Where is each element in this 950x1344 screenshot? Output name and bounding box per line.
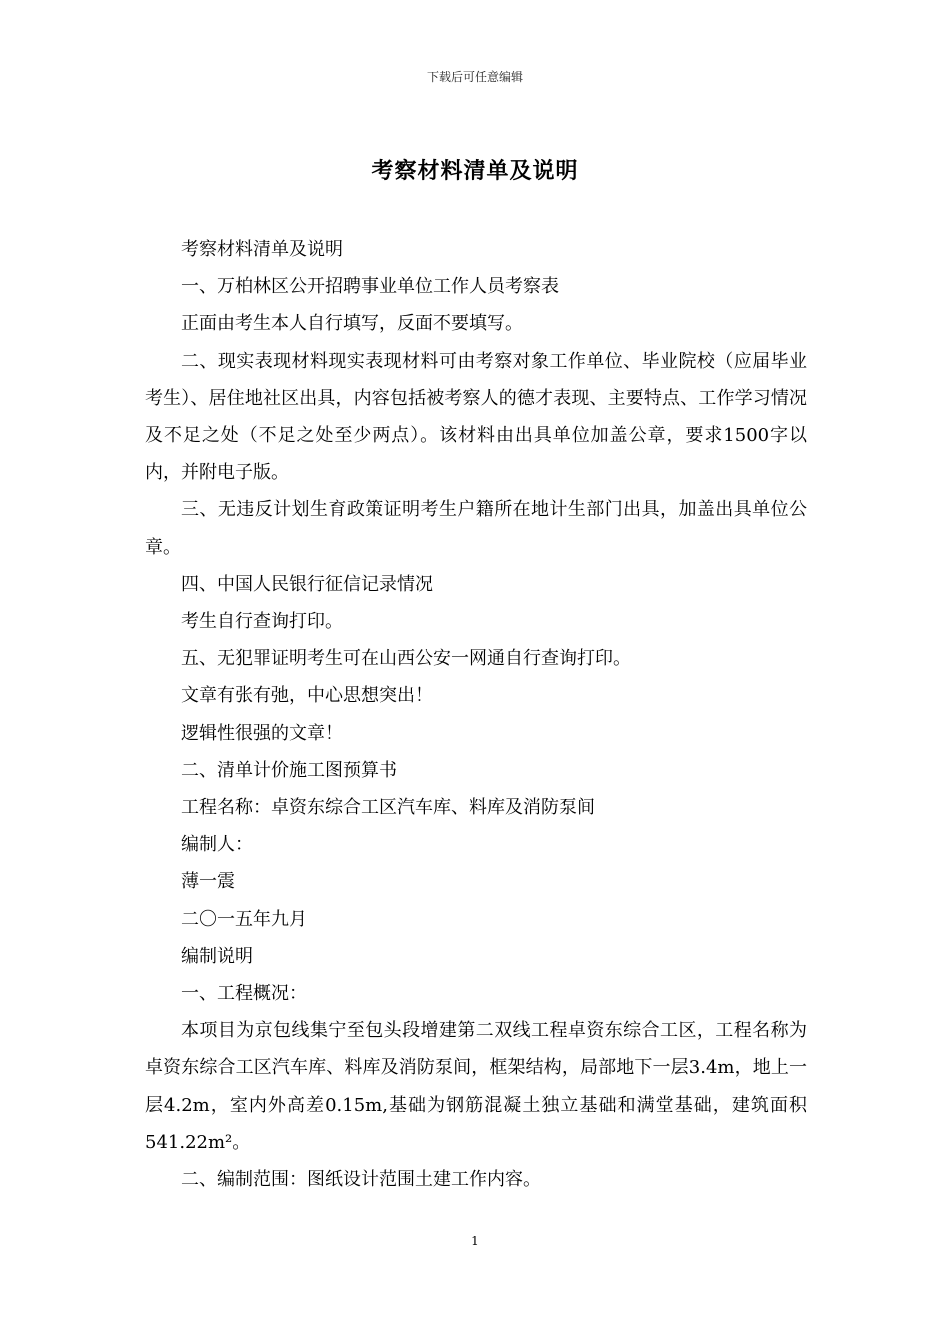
header-note: 下载后可任意编辑: [426, 70, 523, 84]
paragraph: 考生自行查询打印。: [181, 611, 343, 633]
document-title: 考察材料清单及说明: [371, 158, 579, 184]
paragraph: 二〇一五年九月: [181, 908, 307, 930]
paragraph: 文章有张有弛，中心思想突出！: [181, 685, 433, 707]
paragraph: 正面由考生本人自行填写，反面不要填写。: [181, 313, 523, 335]
paragraph: 三、无违反计划生育政策证明考生户籍所在地计生部门出具，加盖出具单位公章。: [145, 499, 807, 558]
paragraph: 本项目为京包线集宁至包头段增建第二双线工程卓资东综合工区，工程名称为卓资东综合工区汽车库、料库及消防泵间，框架结构，局部地下一层3.4m，地上一层4.2m，室内外高差0.15m,基础为钢筋混凝土独立基础和满堂基础，建筑面积541.22m²。: [145, 1020, 807, 1153]
paragraph: 二、编制范围：图纸设计范围土建工作内容。: [181, 1169, 541, 1191]
paragraph: 逻辑性很强的文章！: [181, 722, 343, 744]
paragraph: 编制说明: [181, 945, 253, 967]
paragraph: 二、清单计价施工图预算书: [181, 759, 397, 781]
paragraph: 一、工程概况：: [181, 983, 307, 1005]
paragraph: 考察材料清单及说明: [181, 239, 343, 260]
paragraph: 一、万柏林区公开招聘事业单位工作人员考察表: [181, 276, 559, 298]
document-body: [145, 231, 807, 1198]
paragraph: 工程名称：卓资东综合工区汽车库、料库及消防泵间: [181, 797, 595, 819]
page-number: 1: [471, 1234, 479, 1248]
paragraph: 五、无犯罪证明考生可在山西公安一网通自行查询打印。: [181, 648, 631, 670]
paragraph: 薄一震: [181, 871, 235, 893]
paragraph: 编制人：: [181, 834, 253, 856]
paragraph: 二、现实表现材料现实表现材料可由考察对象工作单位、毕业院校（应届毕业考生）、居住地社区出具，内容包括被考察人的德才表现、主要特点、工作学习情况及不足之处（不足之处至少两点）。该材料由出具单位加盖公章，要求1500字以内，并附电子版。: [145, 350, 807, 484]
paragraph: 四、中国人民银行征信记录情况: [181, 573, 433, 595]
